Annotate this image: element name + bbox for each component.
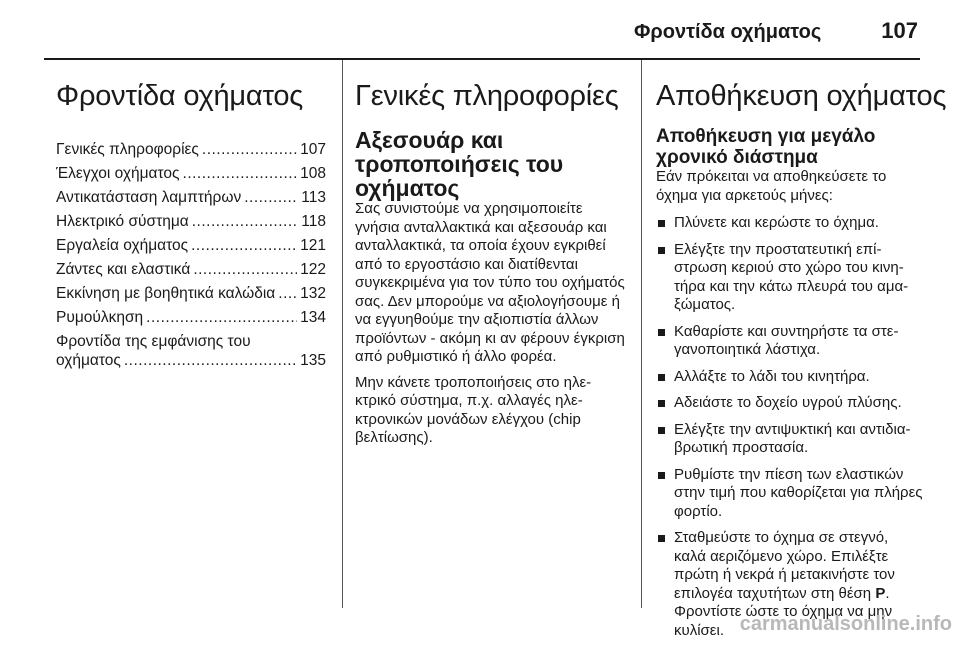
subsection-title: Αποθήκευση για μεγάλο χρονικό διάστημα [656, 126, 876, 168]
toc-entry-label: Εργαλεία οχήματος [56, 237, 189, 254]
list-item-text: Ελέγξτε την αντιψυκτική και αντιδιαβρωτική προστασία. [674, 420, 911, 456]
toc-entry[interactable] [56, 164, 326, 183]
toc-leader-dots [124, 351, 297, 370]
list-item [656, 214, 924, 233]
column-divider [342, 60, 343, 608]
body-paragraph: Μην κάνετε τροποποιήσεις στο ηλεκτρικό σύστημα, π.χ. αλλαγές ηλεκτρονικών μονάδων ελέγχου (chip βελτίωσης). [355, 373, 592, 446]
toc-entry-label: Ηλεκτρικό σύστημα [56, 213, 189, 230]
list-item [656, 421, 924, 458]
square-bullet-icon [658, 472, 665, 479]
toc-entry[interactable] [56, 332, 326, 370]
toc-entry-label-line1: Φροντίδα της εμφάνισης του [56, 333, 251, 350]
list-item-text: Καθαρίστε και συντηρήστε τα στεγανοποιητικά λάστιχα. [674, 322, 899, 358]
square-bullet-icon [658, 247, 665, 254]
list-item [656, 466, 924, 522]
list-item-text: Ελέγξτε την προστατευτική επίστρωση κεριού στο χώρο του κινητήρα και την κάτω πλευρά του αμαξώματος. [674, 240, 909, 313]
toc-entry[interactable] [56, 308, 326, 327]
list-item-text: Σταθμεύστε το όχημα σε στεγνό, καλά αεριζόμενο χώρο. Επιλέξτε πρώτη ή νεκρά ή μετακινήστε τον επιλογέα ταχυτήτων στη θέση P. Φροντίστε ώστε το όχημα να μην κυλίσει. [674, 529, 895, 639]
chapter-contents-column [56, 60, 326, 375]
toc-leader-dots [191, 236, 297, 255]
toc-entry-page: 113 [301, 189, 326, 206]
toc-entry-page: 107 [300, 141, 326, 158]
toc-leader-dots [183, 164, 298, 183]
toc-entry[interactable] [56, 284, 326, 303]
square-bullet-icon [658, 220, 665, 227]
running-title: Φροντίδα οχήματος [633, 21, 822, 43]
list-item [656, 394, 924, 413]
toc-entry[interactable] [56, 140, 326, 159]
subsection-title: Αξεσουάρ και τροποποιήσεις του οχήματος [355, 127, 564, 201]
body-paragraph: Σας συνιστούμε να χρησιμοποιείτε γνήσια ανταλλακτικά και αξεσουάρ και ανταλλακτικά, τα οποία έχουν εγκριθεί από το εργοστάσιο και διατίθενται συγκεκριμένα για τον τύπο του οχήματός σας. Δεν μπορούμε να αξιολογήσουμε ή να εγγυηθούμε την αξιοπιστία άλλων προϊόντων - ακόμη κι αν φέρουν έγκριση από ρυθμιστικό ή άλλο φορέα. [355, 200, 625, 365]
toc-entry-page: 108 [300, 165, 326, 182]
list-item-text: Πλύνετε και κερώστε το όχημα. [674, 214, 879, 231]
intro-paragraph: Εάν πρόκειται να αποθηκεύσετε το όχημα για αρκετούς μήνες: [656, 168, 887, 204]
toc-leader-dots [192, 212, 299, 231]
column-divider [641, 60, 642, 608]
list-item [656, 368, 924, 387]
toc-entry[interactable] [56, 236, 326, 255]
toc-entry-label: Έλεγχοι οχήματος [56, 165, 180, 182]
toc-entry-label: Αντικατάσταση λαμπτήρων [56, 189, 242, 206]
page-number: 107 [881, 18, 918, 43]
square-bullet-icon [658, 535, 665, 542]
square-bullet-icon [658, 329, 665, 336]
toc-entry-label: Ζάντες και ελαστικά [56, 261, 191, 278]
toc-leader-dots [146, 308, 297, 327]
toc-entry-page: 118 [301, 213, 326, 230]
toc-entry-label: Γενικές πληροφορίες [56, 141, 199, 158]
square-bullet-icon [658, 374, 665, 381]
toc-leader-dots [202, 140, 297, 159]
list-item [656, 241, 924, 315]
toc-entry[interactable] [56, 260, 326, 279]
toc-entry-page: 134 [300, 309, 326, 326]
toc-entry-page: 121 [300, 237, 326, 254]
running-header [634, 18, 918, 44]
list-item-text: Αλλάξτε το λάδι του κινητήρα. [674, 367, 870, 385]
toc-leader-dots [244, 188, 298, 207]
general-information-column [355, 60, 627, 448]
toc-entry-page: 135 [300, 352, 326, 369]
chapter-title: Φροντίδα οχήματος [56, 80, 304, 112]
list-item [656, 323, 924, 360]
toc-entry-label: Ρυμούλκηση [56, 309, 144, 326]
toc-leader-dots [193, 260, 297, 279]
toc-entry-page: 132 [300, 285, 326, 302]
storage-checklist [656, 214, 924, 640]
toc-leader-dots [278, 284, 297, 303]
toc-entry-label: Εκκίνηση με βοηθητικά καλώδια [56, 285, 276, 302]
section-title: Γενικές πληροφορίες [355, 80, 619, 112]
list-item-text: Αδειάστε το δοχείο υγρού πλύσης. [674, 394, 902, 411]
toc-entry[interactable] [56, 188, 326, 207]
vehicle-storage-column [656, 60, 947, 648]
square-bullet-icon [658, 400, 665, 407]
gear-position-p: P [875, 584, 886, 602]
toc-entry-label-line2: οχήματος [56, 352, 121, 369]
toc-entry[interactable] [56, 212, 326, 231]
square-bullet-icon [658, 427, 665, 434]
watermark: carmanualsonline.info [739, 613, 952, 635]
section-title: Αποθήκευση οχήματος [656, 80, 947, 112]
list-item-text: Ρυθμίστε την πίεση των ελαστικών στην τιμή που καθορίζεται για πλήρες φορτίο. [674, 465, 923, 520]
toc-entry-page: 122 [300, 261, 326, 278]
table-of-contents [56, 140, 326, 370]
